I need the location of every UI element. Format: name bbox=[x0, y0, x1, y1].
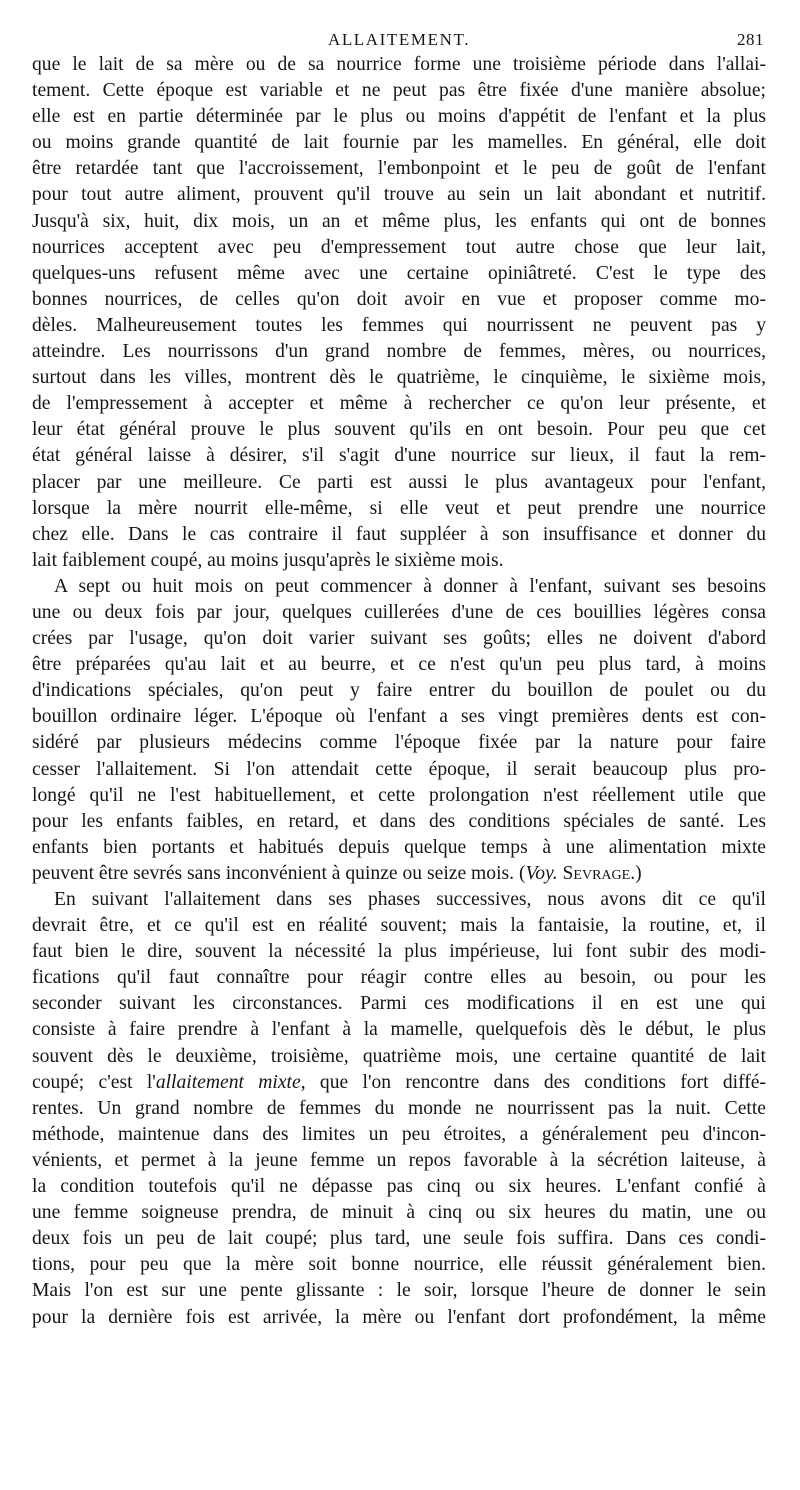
text-line: méthode, maintenue dans des limites un peu étroites, a généralement peu d'incon- bbox=[32, 1123, 766, 1145]
text-line: quelques-uns refusent même avec une certaine opiniâtreté. C'est le type des bbox=[32, 262, 766, 284]
text-line: longé qu'il ne l'est habituellement, et cette prolongation n'est réellement utile que bbox=[32, 784, 766, 806]
text-line: une ou deux fois par jour, quelques cuillerées d'une de ces bouillies légères consa bbox=[32, 601, 766, 623]
text-line: chez elle. Dans le cas contraire il faut suppléer à son insuffisance et donner du bbox=[32, 523, 766, 545]
text-line: atteindre. Les nourrissons d'un grand nombre de femmes, mères, ou nourrices, bbox=[32, 341, 766, 363]
page-header bbox=[32, 24, 766, 50]
paragraph-1 bbox=[32, 52, 766, 574]
text-line: faut bien le dire, souvent la nécessité la plus impérieuse, lui font subir des modi- bbox=[32, 941, 766, 963]
cross-reference: Sevrage bbox=[557, 862, 631, 884]
text-line: Jusqu'à six, huit, dix mois, un an et même plus, les enfants qui ont de bonnes bbox=[32, 210, 766, 232]
text-line: devrait être, et ce qu'il est en réalité souvent; mais la fantaisie, la routine, et, il bbox=[32, 915, 766, 937]
text-line: que le lait de sa mère ou de sa nourrice forme une troisième période dans l'allai- bbox=[32, 54, 766, 75]
text-line: cesser l'allaitement. Si l'on attendait cette époque, il serait beaucoup plus pro- bbox=[32, 758, 766, 780]
text-line: seconder suivant les circonstances. Parmi ces modifications il en est une qui bbox=[32, 993, 766, 1015]
paragraph-2 bbox=[32, 574, 766, 887]
text-line: fications qu'il faut connaître pour réagir contre elles au besoin, ou pour les bbox=[32, 967, 766, 989]
text-line: crées par l'usage, qu'on doit varier suivant ses goûts; elles ne doivent d'abord bbox=[32, 628, 766, 650]
paragraph-3 bbox=[32, 887, 766, 1331]
text-line: tions, pour peu que la mère soit bonne nourrice, elle réussit généralement bien. bbox=[32, 1254, 766, 1276]
text-line: sidéré par plusieurs médecins comme l'époque fixée par la nature pour faire bbox=[32, 732, 766, 754]
body-text bbox=[32, 52, 766, 1331]
text-fragment: .) bbox=[630, 862, 642, 884]
text-line: lait faiblement coupé, au moins jusqu'après le sixième mois. bbox=[32, 549, 504, 571]
text-line: être préparées qu'au lait et au beurre, et ce n'est qu'un peu plus tard, à moins bbox=[32, 654, 766, 676]
text-line: d'indications spéciales, qu'on peut y faire entrer du bouillon de poulet ou du bbox=[32, 680, 766, 702]
text-line: A sept ou huit mois on peut commencer à donner à l'enfant, suivant ses besoins bbox=[54, 575, 766, 597]
text-line: vénients, et permet à la jeune femme un repos favorable à la sécrétion laiteuse, à bbox=[32, 1149, 766, 1171]
text-line: souvent dès le deuxième, troisième, quatrième mois, une certaine quantité de lait bbox=[32, 1045, 766, 1067]
text-line: elle est en partie déterminée par le plus ou moins d'appétit de l'enfant et la plus bbox=[32, 106, 766, 128]
text-line bbox=[32, 861, 766, 887]
text-line: bonnes nourrices, de celles qu'on doit avoir en vue et proposer comme mo- bbox=[32, 288, 766, 310]
text-line: leur état général prouve le plus souvent qu'ils en ont besoin. Pour peu que cet bbox=[32, 419, 766, 441]
book-page bbox=[32, 24, 766, 1331]
text-line: être retardée tant que l'accroissement, l'embonpoint et le peu de goût de l'enfant bbox=[32, 158, 766, 180]
text-line: état général laisse à désirer, s'il s'agit d'une nourrice sur lieux, il faut la rem- bbox=[32, 445, 766, 467]
text-fragment: coupé; c'est l' bbox=[32, 1071, 156, 1093]
text-line: bouillon ordinaire léger. L'époque où l'enfant a ses vingt premières dents est con- bbox=[32, 706, 766, 728]
italic-term: allaitement mixte bbox=[155, 1071, 301, 1093]
text-line: placer par une meilleure. Ce parti est aussi le plus avantageux pour l'enfant, bbox=[32, 471, 766, 493]
text-line: rentes. Un grand nombre de femmes du monde ne nourrissent pas la nuit. Cette bbox=[32, 1097, 766, 1119]
text-line: ou moins grande quantité de lait fournie par les mamelles. En général, elle doit bbox=[32, 132, 766, 154]
text-line: tement. Cette époque est variable et ne peut pas être fixée d'une manière absolue; bbox=[32, 80, 766, 102]
text-line: pour tout autre aliment, prouvent qu'il trouve au sein un lait abondant et nutritif. bbox=[32, 184, 766, 206]
text-line: deux fois un peu de lait coupé; plus tard, une seule fois suffira. Dans ces condi- bbox=[32, 1228, 766, 1250]
text-line: dèles. Malheureusement toutes les femmes qui nourrissent ne peuvent pas y bbox=[32, 314, 766, 336]
text-line: lorsque la mère nourrit elle-même, si elle veut et peut prendre une nourrice bbox=[32, 497, 766, 519]
text-line: une femme soigneuse prendra, de minuit à cinq ou six heures du matin, une ou bbox=[32, 1202, 766, 1224]
text-line: pour les enfants faibles, en retard, et dans des conditions spéciales de santé. Les bbox=[32, 810, 766, 832]
voy-abbreviation: Voy. bbox=[525, 862, 558, 884]
text-line: enfants bien portants et habitués depuis quelque temps à une alimentation mixte bbox=[32, 836, 766, 858]
text-line: surtout dans les villes, montrent dès le quatrième, le cinquième, le sixième mois, bbox=[32, 367, 766, 389]
text-line: la condition toutefois qu'il ne dépasse pas cinq ou six heures. L'enfant confié à bbox=[32, 1176, 766, 1198]
running-title: ALLAITEMENT. bbox=[327, 30, 471, 49]
text-line: consiste à faire prendre à l'enfant à la mamelle, quelquefois dès le début, le plus bbox=[32, 1019, 766, 1041]
text-line: En suivant l'allaitement dans ses phases successives, nous avons dit ce qu'il bbox=[54, 889, 766, 910]
text-fragment: , que l'on rencontre dans des conditions fort diffé- bbox=[300, 1071, 766, 1093]
text-fragment: peuvent être sevrés sans inconvénient à quinze ou seize mois. ( bbox=[32, 862, 526, 884]
text-line: pour la dernière fois est arrivée, la mère ou l'enfant dort profondément, la même bbox=[32, 1306, 766, 1328]
text-line: de l'empressement à accepter et même à rechercher ce qu'on leur présente, et bbox=[32, 393, 766, 415]
page-number: 281 bbox=[737, 30, 764, 49]
text-line: Mais l'on est sur une pente glissante : le soir, lorsque l'heure de donner le sein bbox=[32, 1280, 766, 1302]
text-line bbox=[32, 1070, 766, 1096]
text-line: nourrices acceptent avec peu d'empressement tout autre chose que leur lait, bbox=[32, 236, 766, 258]
